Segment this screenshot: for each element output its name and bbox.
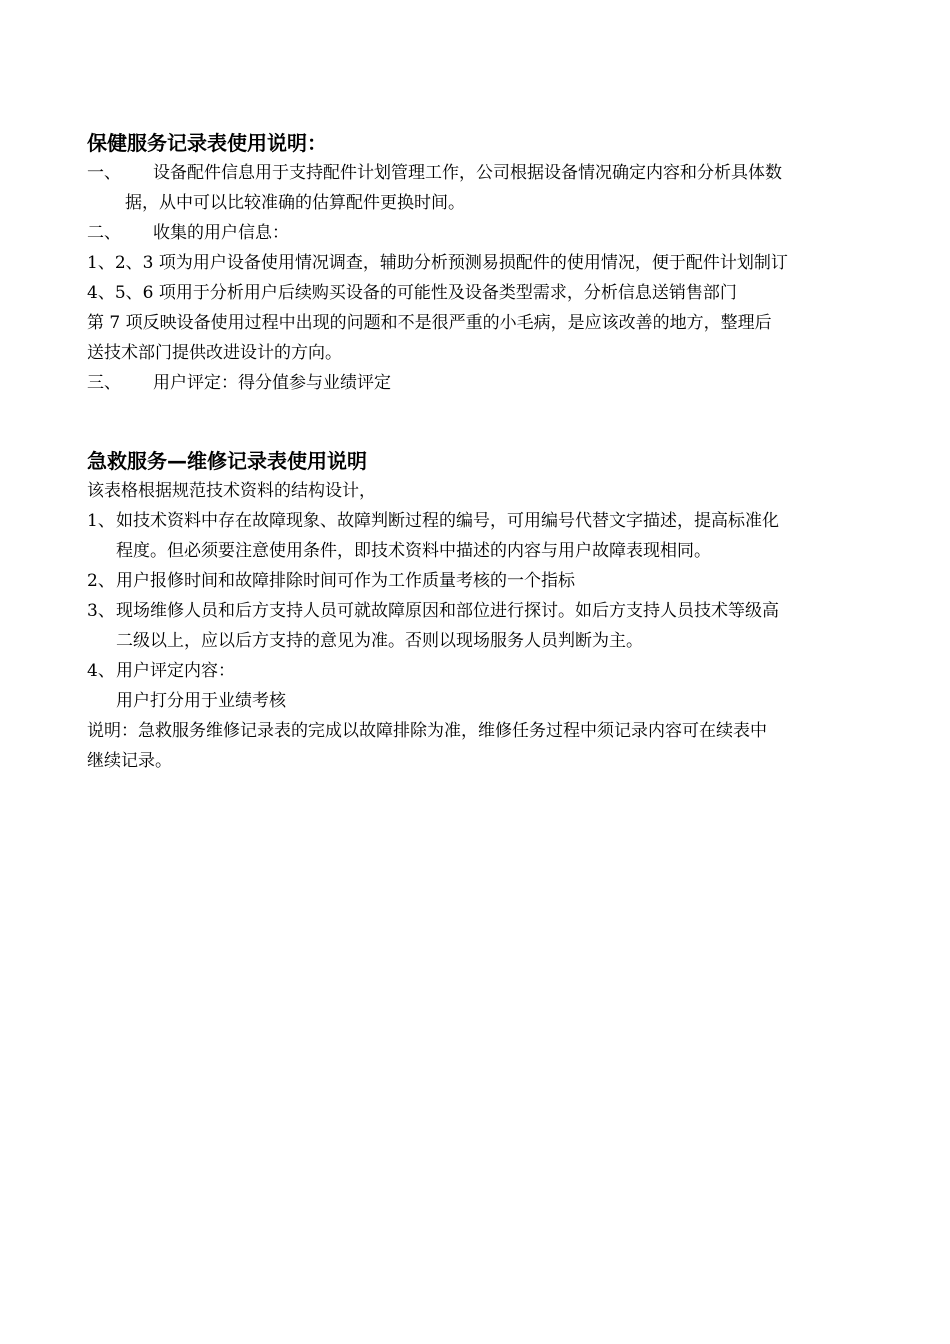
list-item [87,368,867,398]
list-text-continuation: 程度。但必须要注意使用条件，即技术资料中描述的内容与用户故障表现相同。 [116,541,711,561]
paragraph: 说明：急救服务维修记录表的完成以故障排除为准，维修任务过程中须记录内容可在续表中 [87,721,767,741]
list-text: 如技术资料中存在故障现象、故障判断过程的编号，可用编号代替文字描述，提高标准化 [116,511,779,531]
paragraph: 4、5、6 项用于分析用户后续购买设备的可能性及设备类型需求，分析信息送销售部门 [87,283,737,303]
section-title: 保健服务记录表使用说明： [87,131,327,155]
list-text: 用户评定：得分值参与业绩评定 [153,373,391,393]
list-item [87,506,867,536]
list-item [87,218,867,248]
section-emergency-service [87,446,867,776]
list-number: 3、 [87,601,115,621]
list-text-continuation: 据，从中可以比较准确的估算配件更换时间。 [125,193,465,213]
list-number: 2、 [87,571,115,591]
list-item [87,566,867,596]
list-text-continuation: 二级以上，应以后方支持的意见为准。否则以现场服务人员判断为主。 [116,631,643,651]
section-title: 急救服务—维修记录表使用说明 [87,449,367,473]
list-item [87,158,867,188]
paragraph: 1、2、3 项为用户设备使用情况调查，辅助分析预测易损配件的使用情况，便于配件计划制订 [87,253,788,273]
document-page [87,128,867,776]
paragraph: 继续记录。 [87,751,172,771]
list-text: 用户评定内容： [116,661,235,681]
list-text: 用户报修时间和故障排除时间可作为工作质量考核的一个指标 [116,571,575,591]
section-health-service [87,128,867,398]
list-number: 4、 [87,661,115,681]
list-item [87,596,867,626]
list-item [87,656,867,686]
list-text: 现场维修人员和后方支持人员可就故障原因和部位进行探讨。如后方支持人员技术等级高 [116,601,779,621]
paragraph: 送技术部门提供改进设计的方向。 [87,343,342,363]
paragraph: 该表格根据规范技术资料的结构设计， [87,481,376,501]
list-number: 三、 [87,373,121,393]
list-text: 收集的用户信息： [153,223,289,243]
list-number: 1、 [87,511,115,531]
paragraph: 第 7 项反映设备使用过程中出现的问题和不是很严重的小毛病，是应该改善的地方，整理后 [87,313,772,333]
list-text-continuation: 用户打分用于业绩考核 [116,691,286,711]
list-number: 一、 [87,163,121,183]
list-number: 二、 [87,223,121,243]
list-text: 设备配件信息用于支持配件计划管理工作，公司根据设备情况确定内容和分析具体数 [153,163,782,183]
section-spacer [87,398,867,446]
